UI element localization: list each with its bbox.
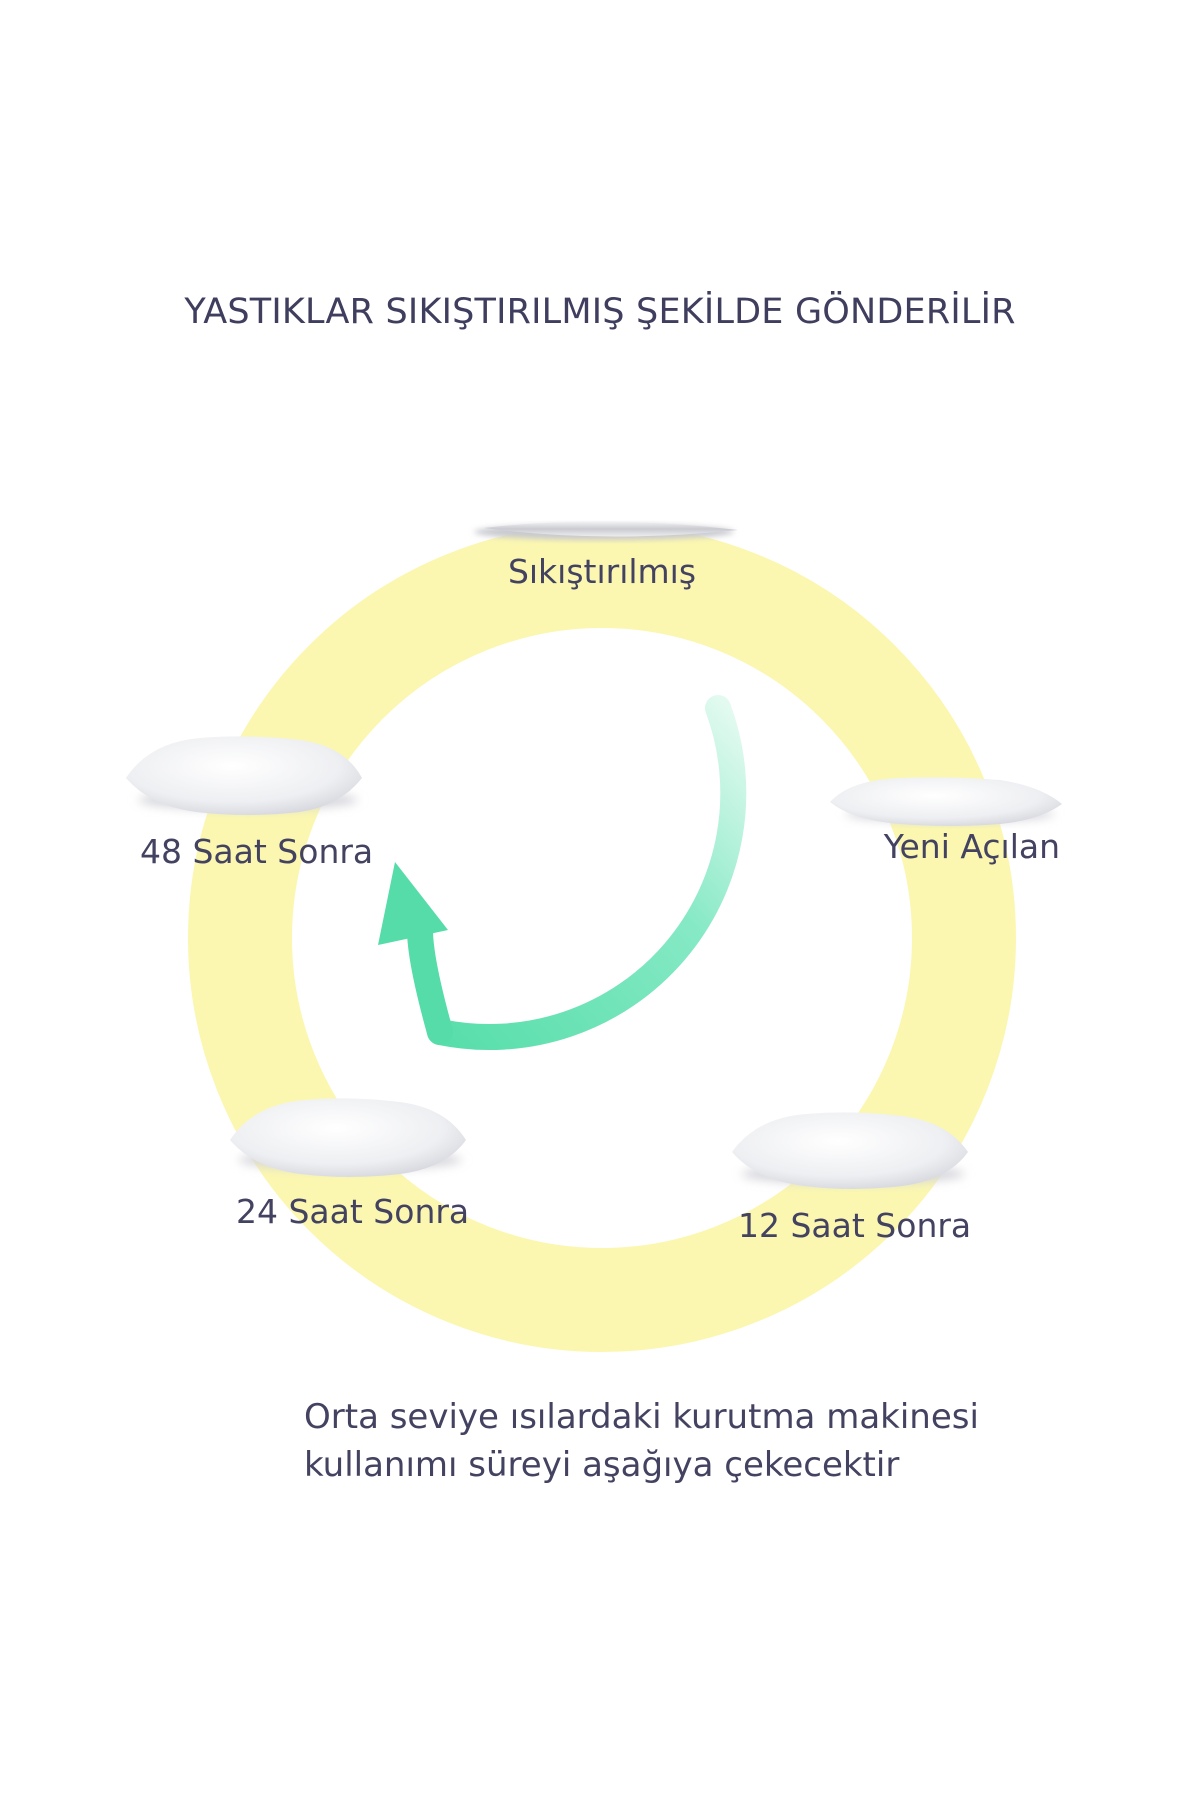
cycle-arrow-icon (378, 708, 733, 1037)
pillow-icon (230, 1098, 466, 1177)
pillow-icon (830, 777, 1062, 826)
pillow-icon (474, 521, 738, 540)
dryer-note-line-1: Orta seviye ısılardaki kurutma makinesi (304, 1397, 979, 1437)
dryer-note-line-2: kullanımı süreyi aşağıya çekecektir (304, 1445, 900, 1485)
stage-label-12-hours: 12 Saat Sonra (738, 1206, 972, 1245)
page-title: YASTIKLAR SIKIŞTIRILMIŞ ŞEKİLDE GÖNDERİLİR (184, 292, 1016, 332)
stage-label-compressed: Sıkıştırılmış (507, 552, 697, 591)
stage-label-48-hours: 48 Saat Sonra (140, 832, 374, 871)
dryer-note (304, 1393, 1124, 1489)
stage-label-24-hours: 24 Saat Sonra (236, 1192, 470, 1231)
pillow-icon (732, 1112, 968, 1189)
stage-label-new: Yeni Açılan (883, 827, 1060, 866)
pillow-icon (126, 736, 362, 815)
